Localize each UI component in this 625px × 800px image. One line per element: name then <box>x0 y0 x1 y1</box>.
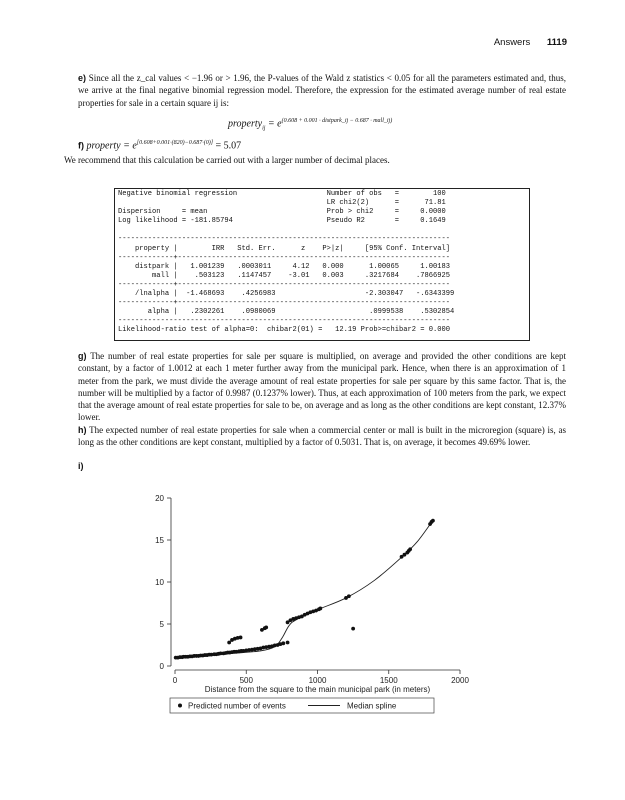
equation-f-result: = 5.07 <box>213 140 242 152</box>
legend-label-points: Predicted number of events <box>188 701 286 711</box>
x-tick-label: 0 <box>172 676 178 685</box>
predicted-point <box>408 547 412 551</box>
stata-line: Likelihood-ratio test of alpha=0: chibar2(01) = 12.19 Prob>=chibar2 = 0.000 <box>118 326 451 335</box>
equation-exponent: (0.608 + 0.001 · distpark_ij − 0.687 · mall_ij) <box>281 118 393 124</box>
page-number: 1119 <box>546 37 567 48</box>
answer-e-text: Since all the z_cal values < −1.96 or > 1.96, the P-values of the Wald z statistics < 0.05 for all the parameters estimated and, thus, we arrive at the final negative binomial regression model. Therefore, the expression for the estimated average number of real estate properties for sale in a certain square ij is: <box>78 73 567 108</box>
median-spline-line <box>175 522 432 657</box>
stata-line <box>118 226 526 235</box>
stata-line: -------------+---------------------------------------------------------------- <box>118 253 451 262</box>
predicted-point <box>281 641 285 645</box>
running-header <box>494 37 567 48</box>
answer-i-label: i) <box>78 461 84 471</box>
predicted-point <box>239 636 243 640</box>
answer-i <box>78 460 566 472</box>
stata-line: Dispersion = mean Prob > chi2 = 0.0000 <box>118 208 446 217</box>
y-tick-label: 0 <box>159 662 164 671</box>
predicted-point <box>264 625 268 629</box>
section-title: Answers <box>493 37 531 48</box>
answer-h-label: h) <box>78 425 87 435</box>
stata-line: LR chi2(2) = 71.81 <box>118 199 446 208</box>
stata-output-table <box>114 188 530 341</box>
predicted-point <box>318 607 322 611</box>
x-tick-label: 1000 <box>308 676 327 685</box>
x-tick-label: 500 <box>239 676 253 685</box>
stata-line: -------------+---------------------------------------------------------------- <box>118 299 451 308</box>
equation-base: = e <box>267 118 282 130</box>
stata-line: mall | .503123 .1147457 -3.01 0.003 .3217684 .7866925 <box>118 271 451 280</box>
equation-lhs: property <box>228 118 263 130</box>
predicted-point <box>227 641 231 645</box>
equation-property-ij <box>228 118 392 131</box>
predicted-point <box>431 519 435 523</box>
stata-line: Log likelihood = -181.85794 Pseudo R2 = 0.1649 <box>118 217 446 226</box>
equation-subscript: ij <box>262 125 266 132</box>
stata-line: alpha | .2302261 .0980069 .0999538 .5302854 <box>118 308 455 317</box>
answer-h-text: The expected number of real estate properties for sale when a commercial center or mall is built in the microregion (square) is, as long as the other conditions are kept constant, multiplied by a factor of 0.5031. That is, on average, it becomes 49.69% lower. <box>78 425 566 448</box>
answer-g-text: The number of real estate properties for sale per square is multiplied, on average and provided the other conditions are kept constant, by a factor of 1.0012 at each 1 meter further away from the municipal park. Hence, when there is an approximation of 1 meter from the park, we must divide the average amount of real estate properties for sale per square by this same factor. That is, the number will be multiplied by a factor of 0.9987 (0.1237% lower). Thus, at each approximation of 100 meters from the park, we expect that the average amount of real estate properties for sale to be, on average and as long as the other conditions are kept constant, 12.37% lower. <box>78 351 567 423</box>
predicted-point <box>347 594 351 598</box>
equation-f-exponent: [0.608+0.001·(820)−0.687·(0)] <box>136 140 214 146</box>
y-tick-label: 20 <box>155 494 164 503</box>
y-tick-label: 5 <box>159 620 164 629</box>
predicted-point <box>286 641 290 645</box>
stata-line: ------------------------------------------------------------------------------ <box>118 235 451 244</box>
answer-h <box>78 424 566 449</box>
x-axis-title: Distance from the square to the main municipal park (in meters) <box>204 685 431 694</box>
answer-e-label: e) <box>78 73 87 83</box>
stata-line: Negative binomial regression Number of obs = 100 <box>118 190 446 198</box>
y-tick-label: 15 <box>155 536 164 545</box>
stata-line: property | IRR Std. Err. z P>|z| [95% Conf. Interval] <box>118 244 451 253</box>
stata-line: -------------+---------------------------------------------------------------- <box>118 280 451 289</box>
legend-marker-points <box>178 704 182 708</box>
answer-g-label: g) <box>78 351 87 361</box>
x-tick-label: 1500 <box>379 676 398 685</box>
scatter-chart <box>140 490 485 720</box>
y-tick-label: 10 <box>155 578 164 587</box>
stata-line: distpark | 1.001239 .0003011 4.12 0.000 1.00065 1.00183 <box>118 262 451 271</box>
answer-e <box>78 72 566 109</box>
legend-label-spline: Median spline <box>347 701 397 711</box>
x-tick-label: 2000 <box>451 676 469 685</box>
answer-g <box>78 350 566 424</box>
answer-f-label: f) <box>78 140 84 151</box>
stata-line: ------------------------------------------------------------------------------ <box>118 317 451 326</box>
predicted-point <box>351 627 355 631</box>
equation-f <box>78 140 241 151</box>
equation-f-lhs: property = e <box>86 140 137 152</box>
recommendation-note: We recommend that this calculation be carried out with a larger number of decimal places. <box>64 155 390 165</box>
stata-line: /lnalpha | -1.468693 .4256983 -2.303047 -.6343399 <box>118 290 455 299</box>
